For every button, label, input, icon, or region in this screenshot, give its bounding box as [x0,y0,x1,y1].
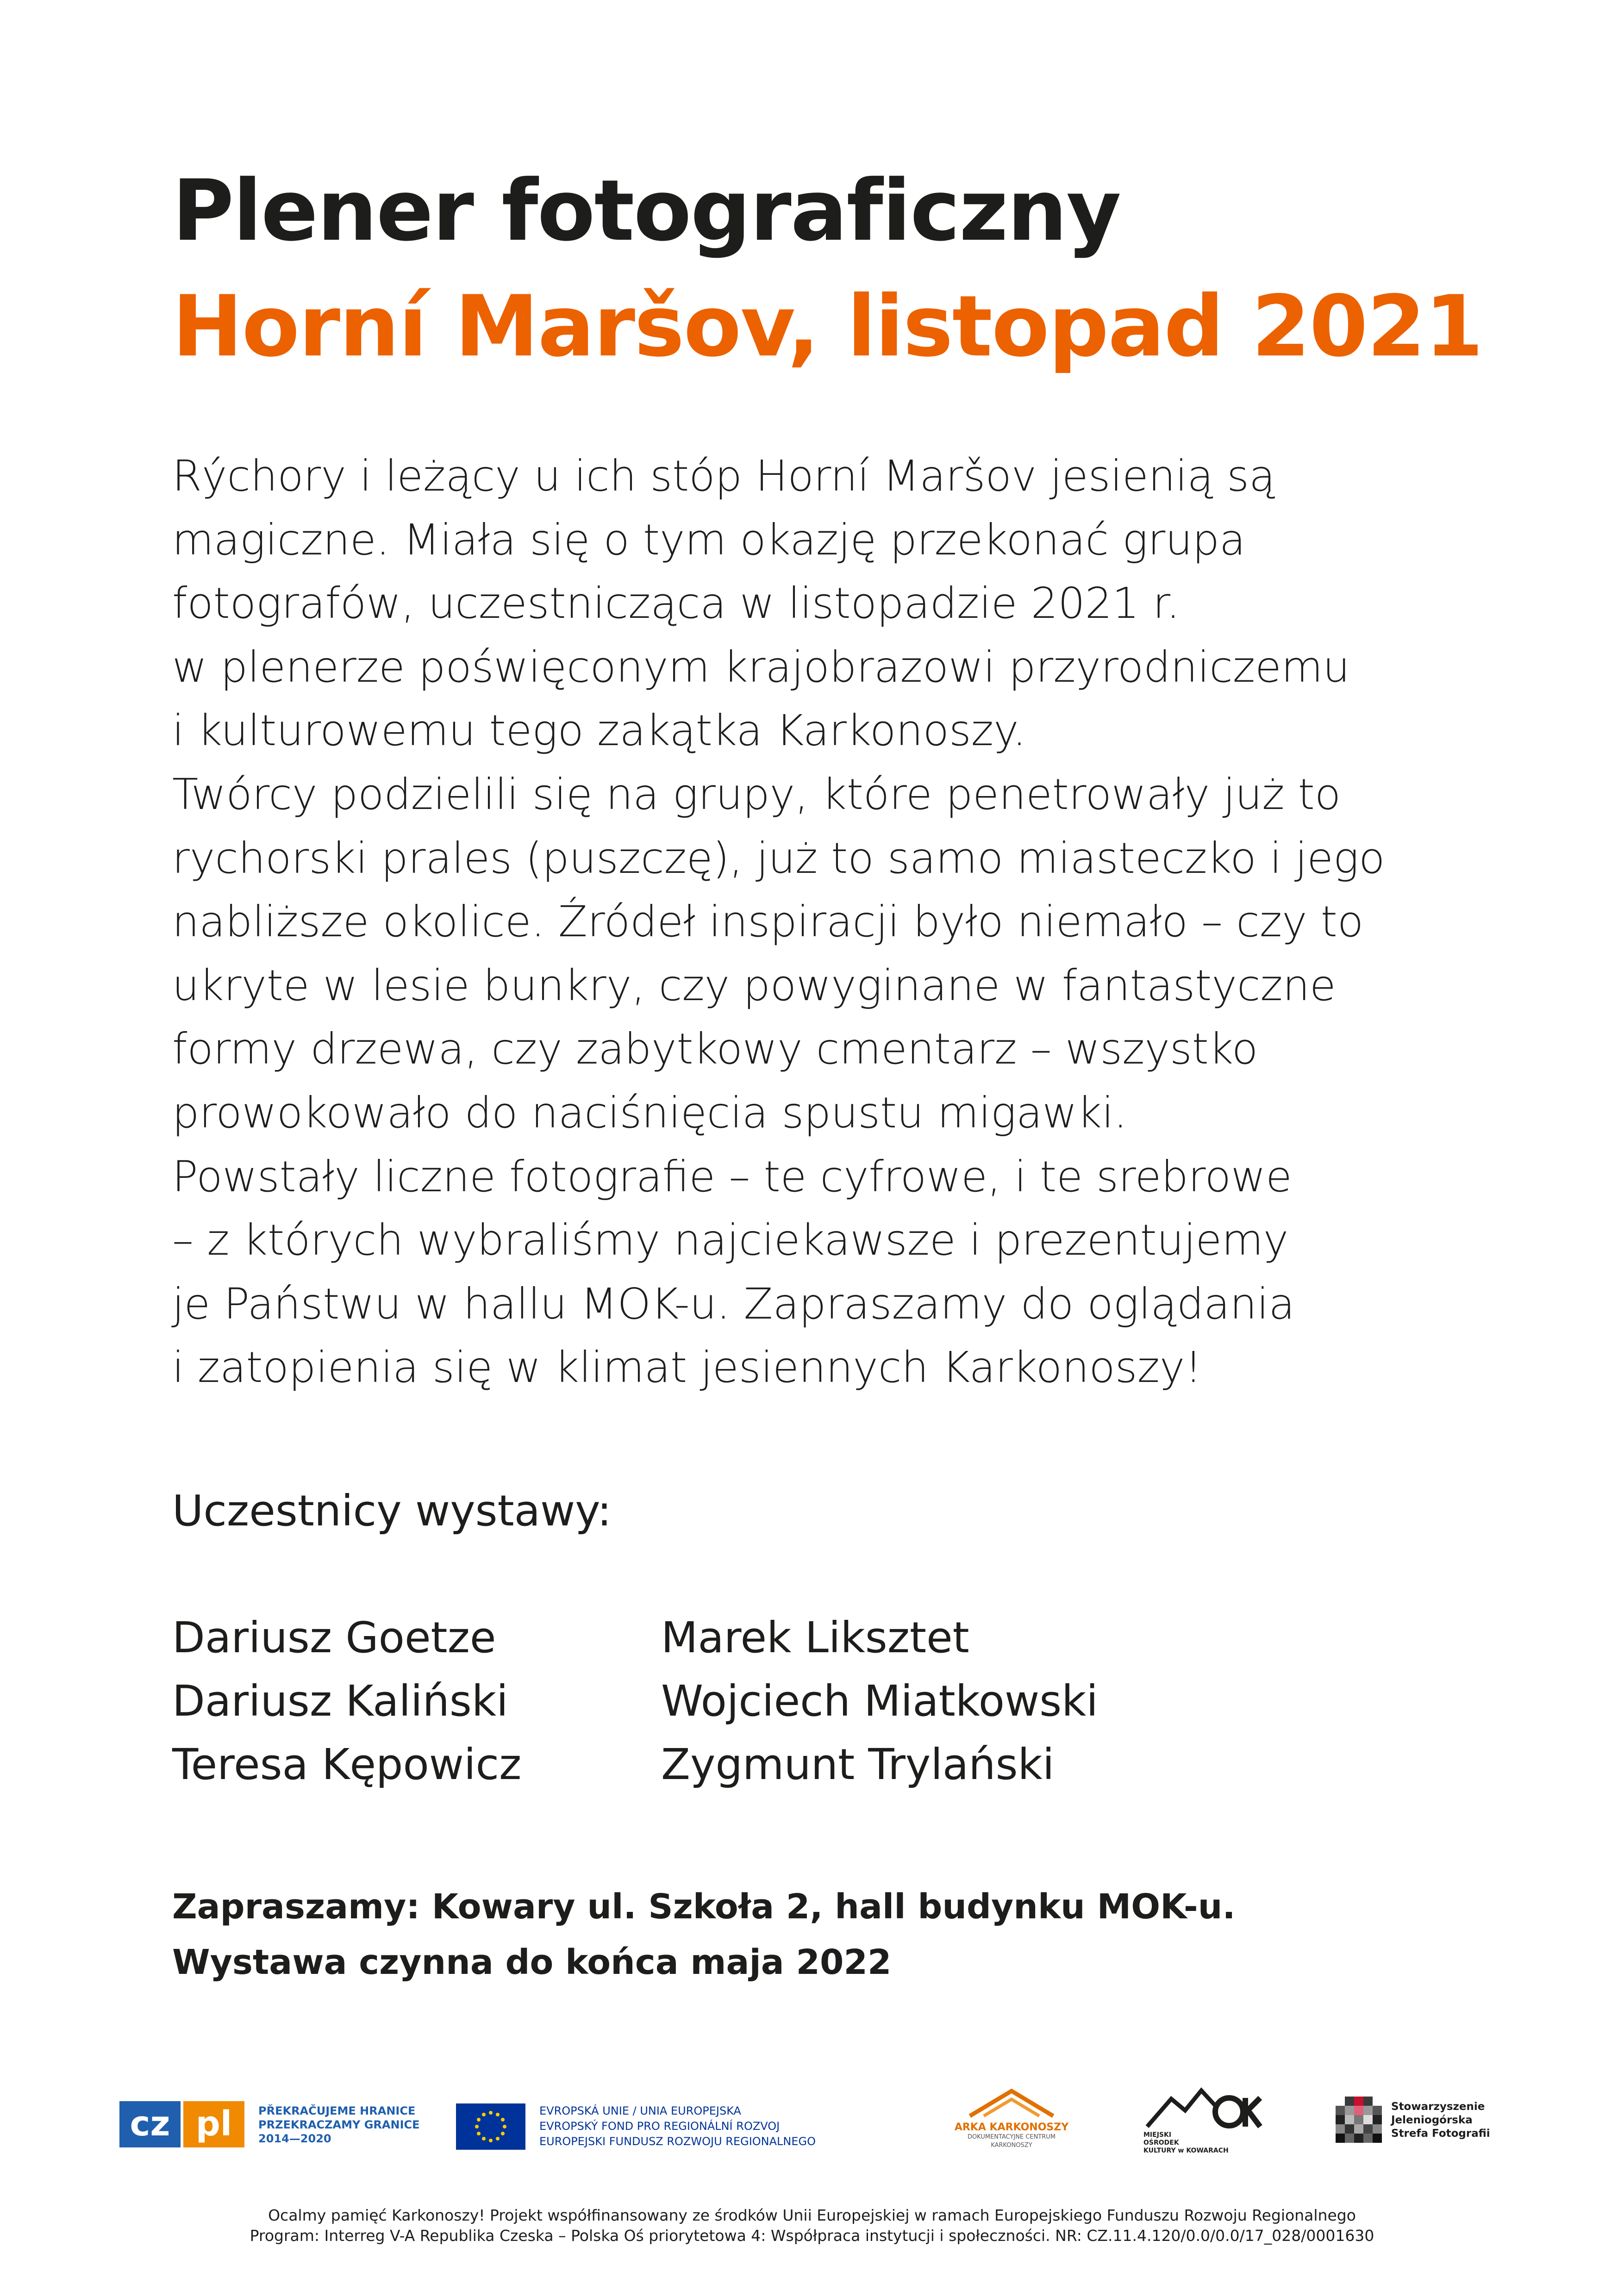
description-line: nabliższe okolice. Źródeł inspiracji było niemało – czy to [172,897,1364,947]
mok-line-3: KULTURY w KOWARACH [1143,2147,1229,2154]
participant-name: Wojciech Miatkowski [661,1676,1098,1726]
description-line: ukryte w lesie bunkry, czy powyginane w fantastyczne [172,960,1336,1010]
participant-name: Zygmunt Trylański [661,1740,1055,1789]
page-title [172,153,1482,384]
participants-list-right [661,1606,1098,1796]
description-line: Twórcy podzielili się na grupy, które penetrowały już to [172,769,1341,819]
footer-line-1: Ocalmy pamięć Karkonoszy! Projekt współfinansowany ze środków Unii Europejskiej w ramach Europejskiego Funduszu Rozwoju Regionalnego [268,2206,1356,2224]
eu-caption [539,2103,816,2149]
description-line: je Państwu w hallu MOK-u. Zapraszamy do oglądania [172,1279,1295,1329]
participants-label: Uczestnicy wystawy: [172,1486,612,1536]
eu-line-1: EVROPSKÁ UNIE / UNIA EUROPEJSKA [539,2104,741,2117]
invitation [172,1879,1236,1990]
participant-name: Teresa Kępowicz [172,1740,522,1789]
czpl-line-1: PŘEKRAČUJEME HRANICE [258,2104,416,2117]
mok-logo [1143,2085,1264,2159]
sjsf-line-3: Strefa Fotografii [1391,2128,1490,2140]
funding-footer [0,2205,1624,2246]
eu-line-2: EVROPSKÝ FOND PRO REGIONÁLNÍ ROZVOJ [539,2120,780,2133]
footer-line-2: Program: Interreg V-A Republika Czeska – Polska Oś priorytetowa 4: Współpraca instytucji i społeczności. NR: CZ.11.4.120/0.0/0.0/17_028/0001630 [250,2227,1374,2245]
mok-line-1: MIEJSKI [1143,2131,1172,2139]
sjsf-line-1: Stowarzyszenie [1391,2101,1485,2113]
title-line-1: Plener fotograficzny [172,162,1121,260]
participant-name: Dariusz Goetze [172,1613,496,1662]
czpl-line-3: 2014—2020 [258,2132,331,2145]
participant-name: Marek Liksztet [661,1613,969,1662]
description-line: – z których wybraliśmy najciekawsze i prezentujemy [172,1215,1289,1265]
arka-subtitle-1: DOKUMENTACYJNE CENTRUM [967,2134,1056,2140]
czpl-pl-box: pl [183,2101,244,2147]
description-line: Powstały liczne fotografie – te cyfrowe, i te srebrowe [172,1151,1292,1201]
description-line: rychorski prales (puszczę), już to samo miasteczko i jego [172,833,1385,883]
czpl-logo [119,2101,420,2147]
eu-logo [456,2103,854,2150]
sjsf-caption [1391,2100,1490,2140]
sjsf-line-2: Jeleniogórska [1391,2114,1473,2126]
title-line-2: Horní Maršov, listopad 2021 [172,277,1483,375]
participants-list-left [172,1606,521,1796]
czpl-line-2: PRZEKRACZAMY GRANICE [258,2118,420,2131]
czpl-caption [258,2104,420,2146]
description-line: magiczne. Miała się o tym okazję przekonać grupa [172,515,1246,565]
mok-mountains-icon [1143,2085,1264,2131]
pixel-grid-icon [1336,2097,1382,2143]
description-paragraph [172,444,1561,1400]
description-line: i kulturowemu tego zakątka Karkonoszy. [172,706,1026,756]
arka-subtitle-2: KARKONOSZY [991,2142,1032,2149]
invitation-address: Zapraszamy: Kowary ul. Szkoła 2, hall budynku MOK-u. [172,1887,1236,1927]
mok-line-2: OŚRODEK [1143,2139,1179,2147]
description-line: Rýchory i leżący u ich stóp Horní Maršov jesienią są [172,451,1275,501]
sjsf-logo [1336,2097,1530,2147]
czpl-cz-box: cz [119,2101,181,2147]
participant-name: Dariusz Kaliński [172,1676,508,1726]
description-line: w plenerze poświęconym krajobrazowi przyrodniczemu [172,642,1350,692]
description-line: prowokowało do naciśnięcia spustu migawki. [172,1088,1127,1138]
description-line: fotografów, uczestnicząca w listopadzie 2021 r. [172,579,1180,628]
eu-stars-icon [456,2103,525,2150]
eu-line-3: EUROPEJSKI FUNDUSZ ROZWOJU REGIONALNEGO [539,2135,816,2148]
arka-name: ARKA KARKONOSZY [954,2122,1069,2133]
invitation-dates: Wystawa czynna do końca maja 2022 [172,1942,892,1982]
description-line: i zatopienia się w klimat jesiennych Karkonoszy! [172,1343,1202,1393]
mountain-icon [965,2087,1058,2120]
eu-flag-icon [456,2103,525,2150]
arka-karkonoszy-logo [944,2087,1079,2157]
description-line: formy drzewa, czy zabytkowy cmentarz – wszystko [172,1024,1258,1074]
